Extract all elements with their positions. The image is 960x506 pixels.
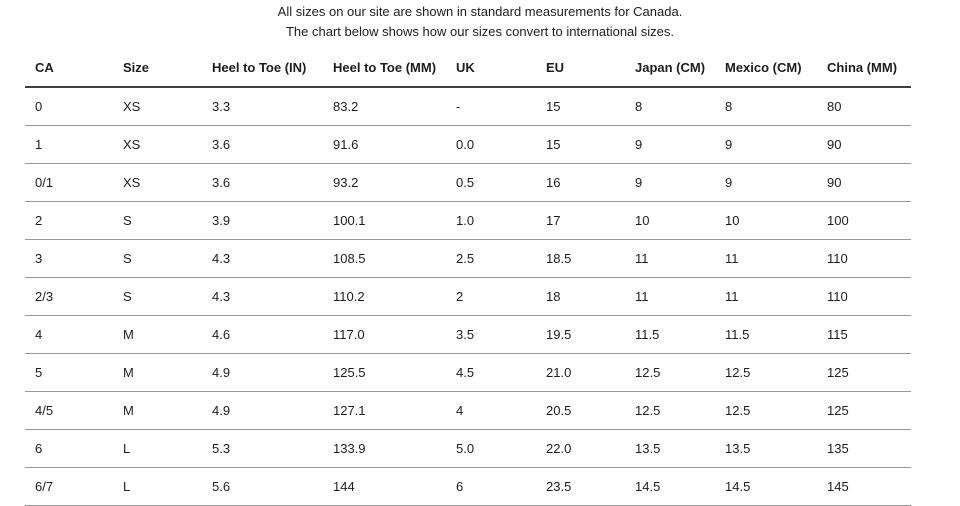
intro-text — [0, 0, 960, 42]
table-cell: 11 — [625, 278, 715, 316]
table-cell: 20.5 — [536, 392, 625, 430]
table-cell: 5.3 — [202, 430, 323, 468]
table-cell: 12.5 — [625, 354, 715, 392]
table-row — [25, 202, 911, 240]
table-cell: 22.0 — [536, 430, 625, 468]
table-cell: 110.2 — [323, 278, 446, 316]
table-header-row — [25, 49, 911, 87]
table-cell: 108.5 — [323, 240, 446, 278]
intro-line-2: The chart below shows how our sizes convert to international sizes. — [285, 24, 675, 39]
table-cell: XS — [113, 87, 202, 126]
table-cell: 4.3 — [202, 278, 323, 316]
table-cell: 8 — [625, 87, 715, 126]
table-cell: 100.1 — [323, 202, 446, 240]
table-cell: 4 — [446, 392, 536, 430]
header-cell-heel-to-toe-mm: Heel to Toe (MM) — [323, 49, 446, 87]
table-cell: 4.9 — [202, 392, 323, 430]
table-cell: 18 — [536, 278, 625, 316]
table-cell: 2/3 — [25, 278, 113, 316]
table-cell: 9 — [715, 126, 817, 164]
intro-line-1: All sizes on our site are shown in standard measurements for Canada. — [277, 4, 683, 19]
table-row — [25, 87, 911, 126]
table-cell: M — [113, 316, 202, 354]
table-cell: 11.5 — [715, 316, 817, 354]
table-cell: 144 — [323, 468, 446, 506]
table-cell: S — [113, 240, 202, 278]
table-row — [25, 240, 911, 278]
table-cell: 12.5 — [715, 392, 817, 430]
table-cell: 3.6 — [202, 126, 323, 164]
table-cell: 4.3 — [202, 240, 323, 278]
table-cell: 4.5 — [446, 354, 536, 392]
table-row — [25, 278, 911, 316]
table-cell: 6/7 — [25, 468, 113, 506]
table-cell: 9 — [715, 164, 817, 202]
table-cell: 15 — [536, 87, 625, 126]
table-cell: 2 — [446, 278, 536, 316]
table-row — [25, 316, 911, 354]
table-cell: 0/1 — [25, 164, 113, 202]
table-cell: 1.0 — [446, 202, 536, 240]
table-cell: 5 — [25, 354, 113, 392]
table-cell: 14.5 — [625, 468, 715, 506]
table-cell: 83.2 — [323, 87, 446, 126]
table-cell: 9 — [625, 164, 715, 202]
table-cell: 23.5 — [536, 468, 625, 506]
table-cell: 11 — [625, 240, 715, 278]
header-cell-size: Size — [113, 49, 202, 87]
table-head — [25, 49, 911, 87]
table-cell: 3 — [25, 240, 113, 278]
table-cell: 110 — [817, 278, 911, 316]
table-cell: 90 — [817, 126, 911, 164]
table-cell: 12.5 — [625, 392, 715, 430]
table-cell: 90 — [817, 164, 911, 202]
table-cell: 11 — [715, 278, 817, 316]
table-cell: 4/5 — [25, 392, 113, 430]
table-cell: 4 — [25, 316, 113, 354]
table-cell: 117.0 — [323, 316, 446, 354]
table-cell: 8 — [715, 87, 817, 126]
table-cell: 5.6 — [202, 468, 323, 506]
table-row — [25, 430, 911, 468]
table-row — [25, 354, 911, 392]
table-cell: 16 — [536, 164, 625, 202]
header-cell-uk: UK — [446, 49, 536, 87]
table-cell: L — [113, 430, 202, 468]
table-cell: XS — [113, 164, 202, 202]
table-row — [25, 164, 911, 202]
header-cell-japan-cm: Japan (CM) — [625, 49, 715, 87]
table-row — [25, 392, 911, 430]
table-cell: 125.5 — [323, 354, 446, 392]
table-cell: 133.9 — [323, 430, 446, 468]
table-cell: 17 — [536, 202, 625, 240]
header-cell-heel-to-toe-in: Heel to Toe (IN) — [202, 49, 323, 87]
table-cell: 12.5 — [715, 354, 817, 392]
table-cell: 13.5 — [625, 430, 715, 468]
table-cell: - — [446, 87, 536, 126]
table-cell: M — [113, 354, 202, 392]
table-cell: 19.5 — [536, 316, 625, 354]
table-cell: 115 — [817, 316, 911, 354]
table-cell: 125 — [817, 354, 911, 392]
table-cell: S — [113, 202, 202, 240]
table-cell: 13.5 — [715, 430, 817, 468]
table-cell: 127.1 — [323, 392, 446, 430]
table-cell: 10 — [625, 202, 715, 240]
table-cell: 125 — [817, 392, 911, 430]
table-cell: 110 — [817, 240, 911, 278]
table-cell: 18.5 — [536, 240, 625, 278]
table-cell: 14.5 — [715, 468, 817, 506]
table-body — [25, 87, 911, 506]
table-cell: 6 — [25, 430, 113, 468]
header-cell-china-mm: China (MM) — [817, 49, 911, 87]
table-cell: 145 — [817, 468, 911, 506]
table-cell: 9 — [625, 126, 715, 164]
table-cell: 135 — [817, 430, 911, 468]
table-cell: 3.5 — [446, 316, 536, 354]
table-cell: 6 — [446, 468, 536, 506]
table-cell: XS — [113, 126, 202, 164]
table-cell: 10 — [715, 202, 817, 240]
table-row — [25, 468, 911, 506]
table-cell: 0 — [25, 87, 113, 126]
table-cell: 80 — [817, 87, 911, 126]
table-cell: 2.5 — [446, 240, 536, 278]
table-cell: 91.6 — [323, 126, 446, 164]
table-cell: L — [113, 468, 202, 506]
table-cell: 0.5 — [446, 164, 536, 202]
table-cell: S — [113, 278, 202, 316]
table-cell: 4.9 — [202, 354, 323, 392]
table-cell: 3.3 — [202, 87, 323, 126]
size-conversion-table — [25, 49, 911, 506]
header-cell-ca: CA — [25, 49, 113, 87]
table-row — [25, 126, 911, 164]
table-cell: 93.2 — [323, 164, 446, 202]
header-cell-mexico-cm: Mexico (CM) — [715, 49, 817, 87]
table-cell: 2 — [25, 202, 113, 240]
table-cell: 100 — [817, 202, 911, 240]
table-cell: 3.6 — [202, 164, 323, 202]
table-cell: 15 — [536, 126, 625, 164]
table-cell: 1 — [25, 126, 113, 164]
table-cell: 3.9 — [202, 202, 323, 240]
table-cell: 4.6 — [202, 316, 323, 354]
header-cell-eu: EU — [536, 49, 625, 87]
table-cell: 21.0 — [536, 354, 625, 392]
table-cell: 11 — [715, 240, 817, 278]
table-cell: 5.0 — [446, 430, 536, 468]
table-cell: 0.0 — [446, 126, 536, 164]
table-cell: M — [113, 392, 202, 430]
table-cell: 11.5 — [625, 316, 715, 354]
